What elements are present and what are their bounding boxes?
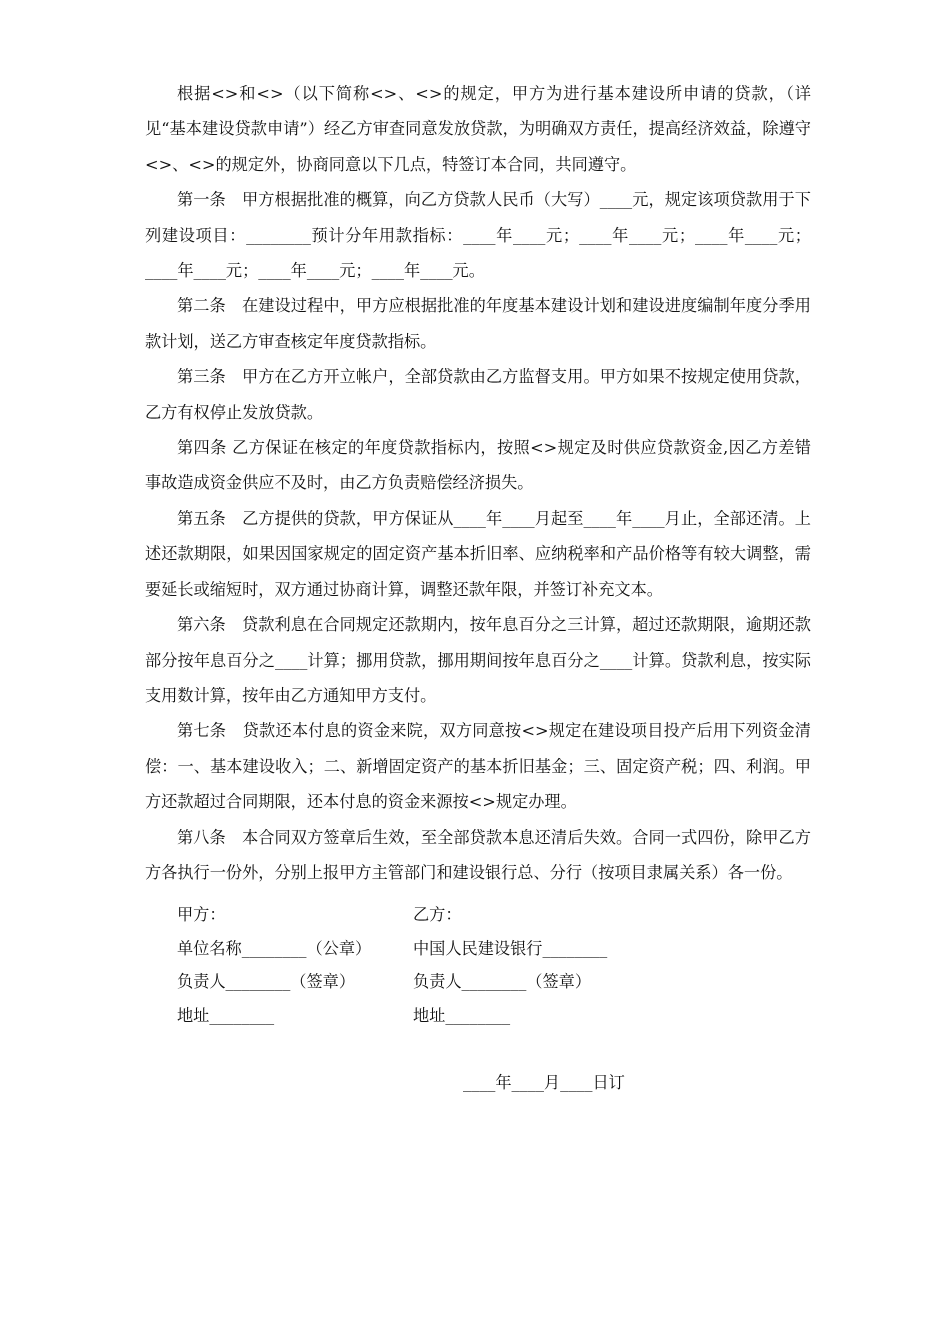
article-3-paragraph: 第三条 甲方在乙方开立帐户，全部贷款由乙方监督支用。甲方如果不按规定使用贷款，乙方有权停止发放贷款。: [145, 367, 811, 422]
article-5-paragraph: 第五条 乙方提供的贷款，甲方保证从____年____月起至____年____月止，全部还清。上述还款期限，如果因国家规定的固定资产基本折旧率、应纳税率和产品价格等有较大调整，需要延长或缩短时，双方通过协商计算，调整还款年限，并签订补充文本。: [145, 508, 811, 599]
party-a-label: 甲方：: [177, 905, 226, 924]
article-1-paragraph: 第一条 甲方根据批准的概算，向乙方贷款人民币（大写）____元，规定该项贷款用于下列建设项目：________预计分年用款指标：____年____元；____年____元；____年____元；____年____元；____年____元；____年____元。: [145, 190, 811, 281]
article-4-paragraph: 第四条 乙方保证在核定的年度贷款指标内，按照<>规定及时供应贷款资金,因乙方差错事故造成资金供应不及时，由乙方负责赔偿经济损失。: [145, 438, 811, 493]
preamble-paragraph: 根据<>和<>（以下简称<>、<>的规定，甲方为进行基本建设所申请的贷款，（详见“基本建设贷款申请”）经乙方审查同意发放贷款，为明确双方责任，提高经济效益，除遵守<>、<>的规定外，协商同意以下几点，特签订本合同，共同遵守。: [145, 84, 811, 174]
contract-body: [145, 76, 811, 890]
party-b-person-field: 负责人________（签章）: [413, 972, 592, 991]
party-b-unit-field: 中国人民建设银行________: [413, 939, 608, 958]
signing-date-line: ____年____月____日订: [463, 1073, 625, 1092]
party-b-label: 乙方：: [413, 905, 462, 924]
party-a-address-field: 地址________: [177, 1006, 275, 1025]
article-2-paragraph: 第二条 在建设过程中，甲方应根据批准的年度基本建设计划和建设进度编制年度分季用款计划，送乙方审查核定年度贷款指标。: [145, 296, 811, 351]
article-6-paragraph: 第六条 贷款利息在合同规定还款期内，按年息百分之三计算，超过还款期限，逾期还款部分按年息百分之____计算；挪用贷款，挪用期间按年息百分之____计算。贷款利息，按实际支用数计算，按年由乙方通知甲方支付。: [145, 615, 811, 705]
party-a-person-field: 负责人________（签章）: [177, 972, 356, 991]
article-8-paragraph: 第八条 本合同双方签章后生效，至全部贷款本息还清后失效。合同一式四份，除甲乙方方各执行一份外，分别上报甲方主管部门和建设银行总、分行（按项目隶属关系）各一份。: [145, 827, 811, 882]
party-a-unit-field: 单位名称________（公章）: [177, 939, 372, 958]
party-b-address-field: 地址________: [413, 1006, 511, 1025]
article-7-paragraph: 第七条 贷款还本付息的资金来院，双方同意按<>规定在建设项目投产后用下列资金清偿：一、基本建设收入；二、新增固定资产的基本折旧基金；三、固定资产税；四、利润。甲方还款超过合同期限，还本付息的资金来源按<>规定办理。: [145, 721, 811, 812]
